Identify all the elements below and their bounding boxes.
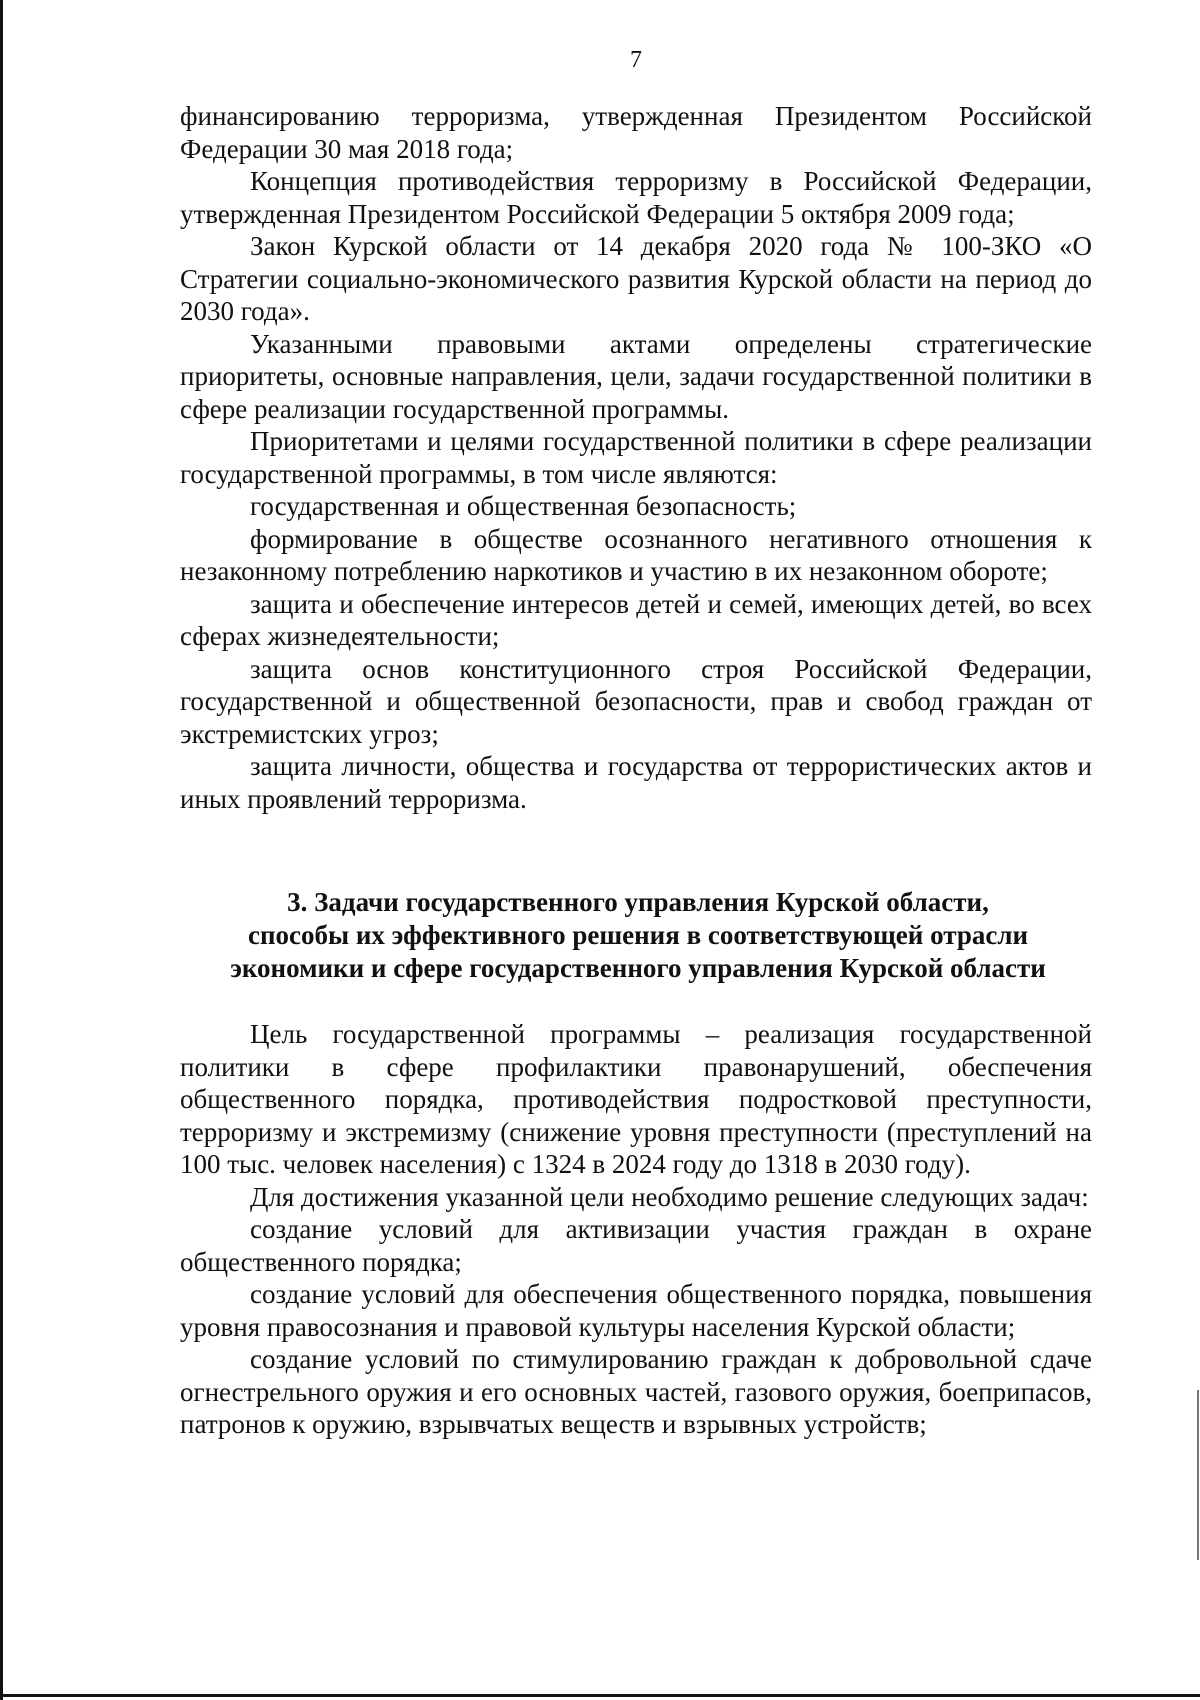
paragraph: защита основ конституционного строя Российской Федерации, государственной и общественной безопасности, прав и свобод граждан от экстремистских угроз; xyxy=(180,653,1092,749)
body-text-section xyxy=(180,1018,1092,1441)
page-number: 7 xyxy=(630,47,642,73)
paragraph: создание условий для активизации участия граждан в охране общественного порядка; xyxy=(180,1214,1092,1277)
paragraph: финансированию терроризма, утвержденная Президентом Российской Федерации 30 мая 2018 года; xyxy=(180,101,1092,164)
paragraph: Закон Курской области от 14 декабря 2020 года № 100-ЗКО «О Стратегии социально-экономического развития Курской области на период до 2030 года». xyxy=(180,231,1092,326)
paragraph: формирование в обществе осознанного негативного отношения к незаконному потреблению наркотиков и участию в их незаконном обороте; xyxy=(180,523,1092,586)
paragraph: Указанными правовыми актами определены стратегические приоритеты, основные направления, цели, задачи государственной политики в сфере реализации государственной программы. xyxy=(180,328,1092,424)
paragraph: защита и обеспечение интересов детей и семей, имеющих детей, во всех сферах жизнедеятельности; xyxy=(180,588,1092,651)
paragraph: защита личности, общества и государства от террористических актов и иных проявлений терроризма. xyxy=(180,751,1092,814)
paragraph: Для достижения указанной цели необходимо решение следующих задач: xyxy=(250,1181,1089,1212)
paragraph: создание условий по стимулированию граждан к добровольной сдаче огнестрельного оружия и его основных частей, газового оружия, боеприпасов, патронов к оружию, взрывчатых веществ и взрывных устройств; xyxy=(180,1344,1092,1439)
section-heading-line: 3. Задачи государственного управления Курской области, xyxy=(287,887,989,917)
section-heading-line: способы их эффективного решения в соответствующей отрасли xyxy=(247,920,1029,950)
paragraph: Цель государственной программы – реализация государственной политики в сфере профилактики правонарушений, обеспечения общественного порядка, противодействия подростковой преступности, терроризму и экстремизму (снижение уровня преступности (преступлений на 100 тыс. человек населения) с 1324 в 2024 году до 1318 в 2030 году). xyxy=(180,1019,1092,1179)
paragraph: Приоритетами и целями государственной политики в сфере реализации государственной программы, в том числе являются: xyxy=(180,426,1092,489)
section-heading xyxy=(150,886,1126,985)
section-heading-line: экономики и сфере государственного управления Курской области xyxy=(230,953,1046,983)
paragraph: государственная и общественная безопасность; xyxy=(250,491,797,521)
paragraph: создание условий для обеспечения общественного порядка, повышения уровня правосознания и правовой культуры населения Курской области; xyxy=(180,1279,1092,1342)
paragraph: Концепция противодействия терроризму в Российской Федерации, утвержденная Президентом Российской Федерации 5 октября 2009 года; xyxy=(180,166,1092,229)
body-text-top xyxy=(180,100,1092,815)
